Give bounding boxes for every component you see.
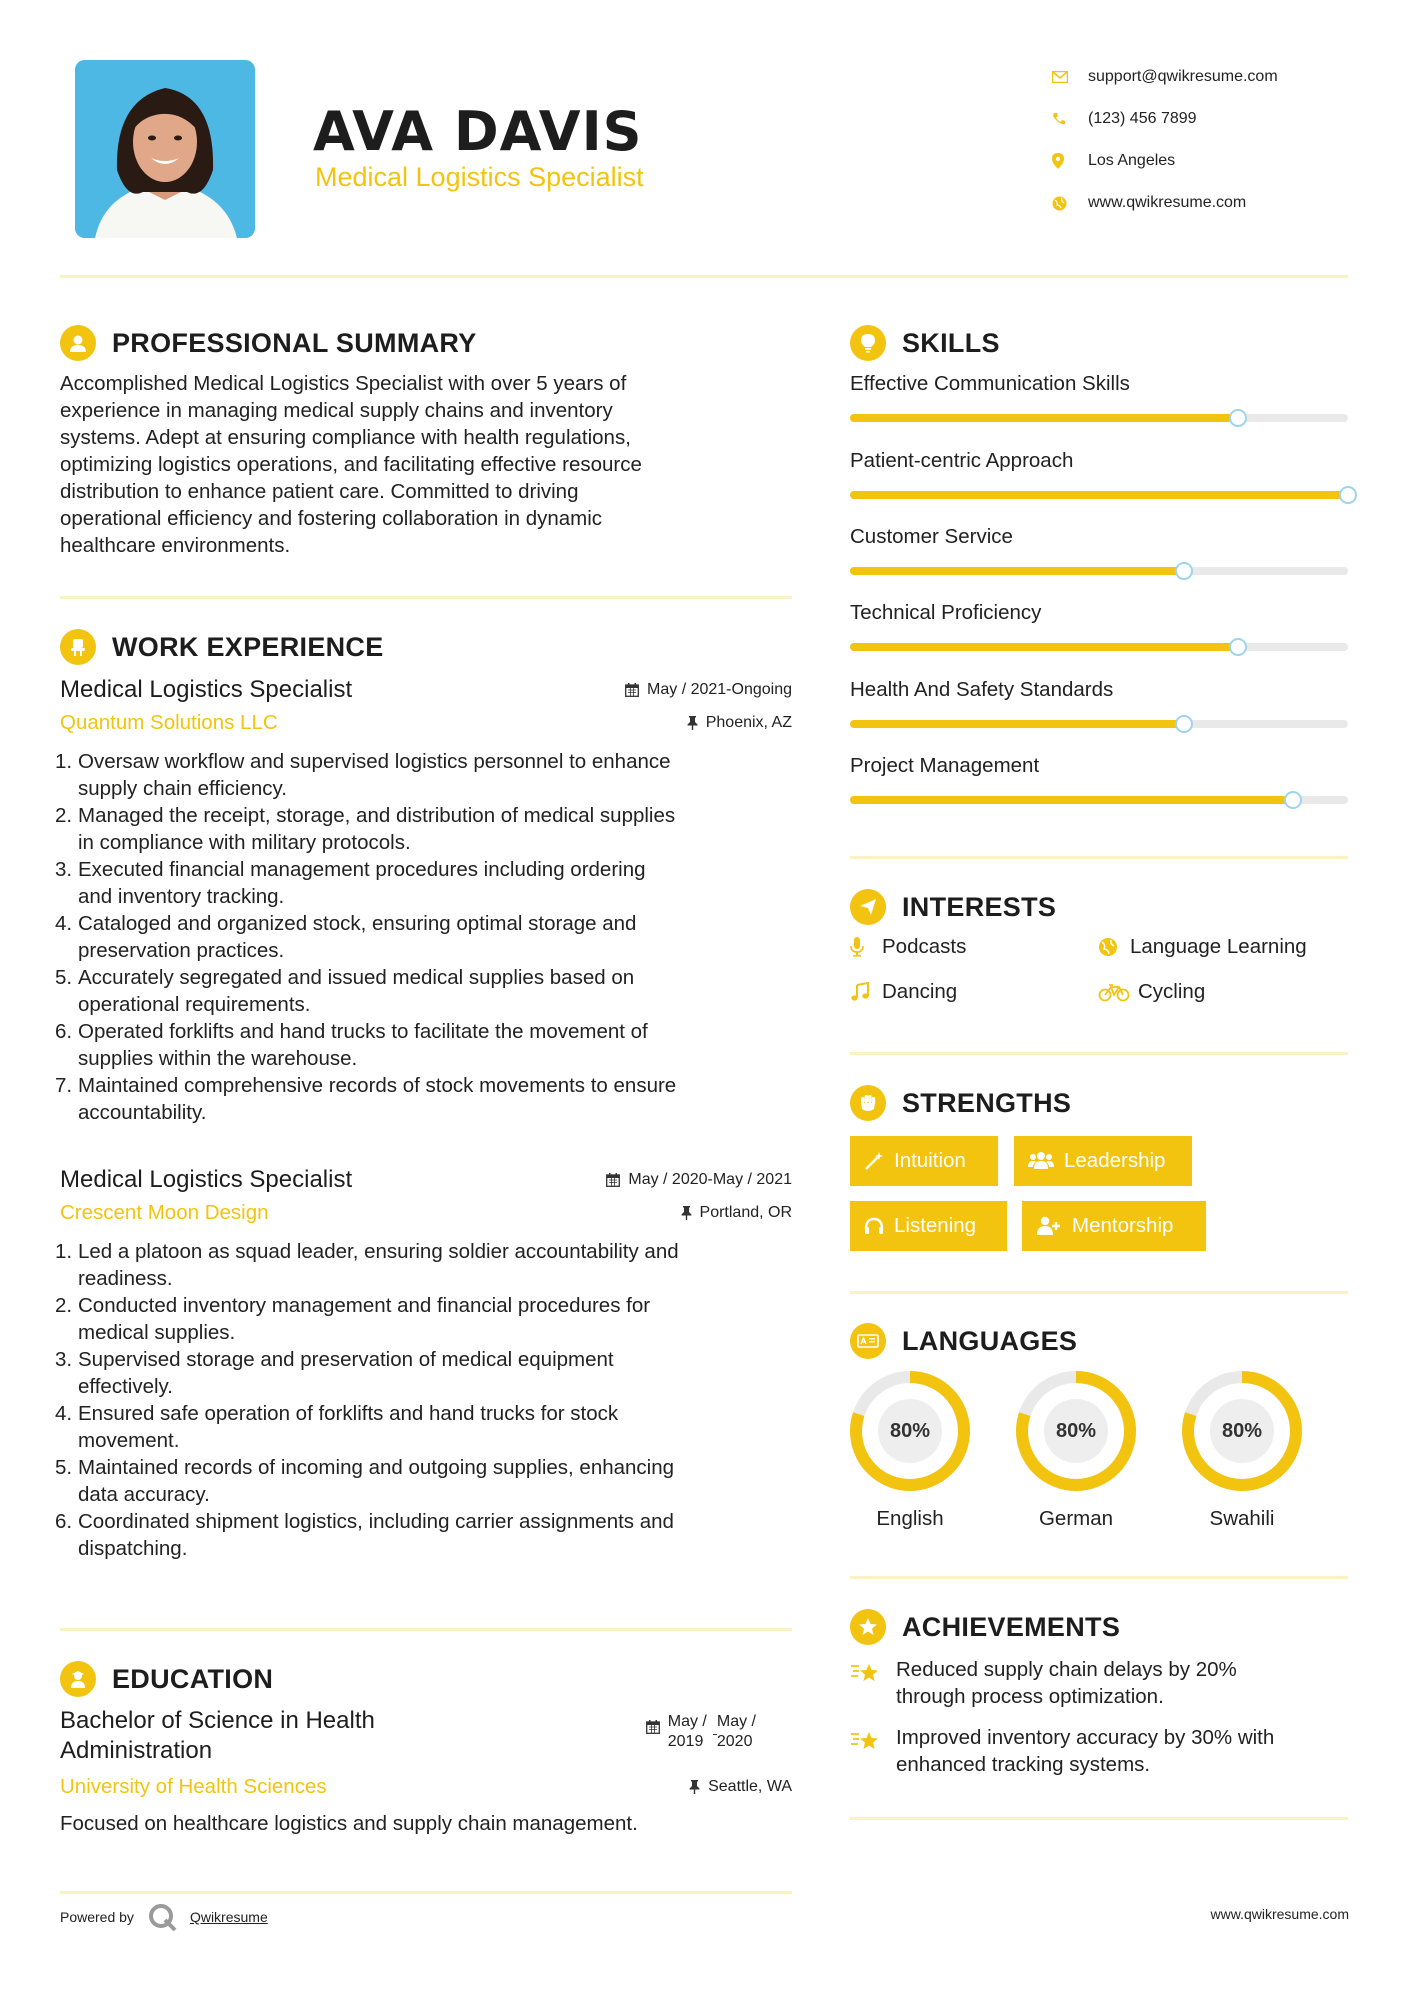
- strengths-header: STRENGTHS: [850, 1085, 1071, 1121]
- language-icon: [850, 1323, 886, 1359]
- header-divider: [60, 275, 1348, 278]
- interest-item: Dancing: [850, 980, 957, 1004]
- work-header: WORK EXPERIENCE: [60, 629, 384, 665]
- skill-slider-handle: [1175, 715, 1193, 733]
- list-item: 4. Ensured safe operation of forklifts and hand trucks for stock movement.: [55, 1402, 619, 1452]
- interest-item: Podcasts: [850, 935, 966, 959]
- list-item: 5. Maintained records of incoming and outgoing supplies, enhancing data accuracy.: [55, 1456, 675, 1506]
- skill-bar: [850, 796, 1348, 804]
- list-item: 2. Managed the receipt, storage, and distribution of medical supplies in compliance with military protocols.: [55, 804, 676, 854]
- fist-icon: [850, 1085, 886, 1121]
- strength-tag: Listening: [850, 1201, 1007, 1251]
- job-title: Medical Logistics Specialist: [60, 1166, 353, 1193]
- skill-item: Health And Safety Standards: [850, 678, 1350, 728]
- language-name: English: [876, 1507, 944, 1530]
- interest-item: Cycling: [1098, 980, 1205, 1004]
- skill-slider-handle: [1284, 791, 1302, 809]
- job-date: May / 2020-May / 2021: [606, 1171, 792, 1189]
- microphone-icon: [850, 937, 878, 957]
- summary-header: PROFESSIONAL SUMMARY: [60, 325, 477, 361]
- work-divider: [60, 1628, 792, 1631]
- calendar-icon: [606, 1173, 620, 1187]
- candidate-name: AVA DAVIS: [313, 100, 643, 163]
- language-item: [1180, 1369, 1304, 1531]
- pushpin-icon: [681, 1206, 692, 1220]
- user-icon: [60, 325, 96, 361]
- company-name: Quantum Solutions LLC: [60, 711, 278, 734]
- language-percent: 80%: [1221, 1419, 1263, 1442]
- contact-website[interactable]: www.qwikresume.com: [1050, 182, 1370, 224]
- achievement-item: [850, 1724, 1350, 1778]
- achievements-header: ACHIEVEMENTS: [850, 1609, 1120, 1645]
- user-plus-icon: [1036, 1216, 1062, 1236]
- pushpin-icon: [689, 1780, 700, 1794]
- chair-icon: [60, 629, 96, 665]
- summary-text: Accomplished Medical Logistics Specialist with over 5 years of experience in managing medical supply chains and inventory systems. Adept at ensuring compliance with health regulations, optimizing logistics operations, and facilitating effective resource distribution to enhance patient care. Committed to driving operational efficiency and fostering collaboration in dynamic healthcare environments.: [60, 372, 642, 557]
- qwikresume-link[interactable]: Qwikresume: [189, 1909, 268, 1925]
- users-icon: [1028, 1151, 1054, 1171]
- job-bullets: [55, 1238, 792, 1562]
- education-divider: [60, 1891, 792, 1894]
- headphones-icon: [864, 1217, 884, 1235]
- list-item: 7. Maintained comprehensive records of stock movements to ensure accountability.: [55, 1074, 677, 1124]
- lightbulb-icon: [850, 325, 886, 361]
- skill-bar: [850, 414, 1348, 422]
- skill-slider-handle: [1229, 409, 1247, 427]
- list-item: 6. Coordinated shipment logistics, including carrier assignments and dispatching.: [55, 1510, 674, 1560]
- candidate-role: Medical Logistics Specialist: [315, 162, 644, 192]
- achievements-divider: [850, 1817, 1348, 1820]
- calendar-icon: [625, 683, 639, 697]
- contact-location: Los Angeles: [1050, 140, 1370, 182]
- education-description: Focused on healthcare logistics and supply chain management.: [60, 1812, 638, 1835]
- language-percent: 80%: [889, 1419, 931, 1442]
- list-item: 1. Led a platoon as squad leader, ensuring soldier accountability and readiness.: [55, 1240, 679, 1290]
- skill-item: Patient-centric Approach: [850, 449, 1350, 499]
- bicycle-icon: [1098, 982, 1134, 1002]
- education-entry: [60, 1706, 792, 1837]
- phone-icon: [1050, 112, 1088, 126]
- summary-divider: [60, 596, 792, 599]
- interests-divider: [850, 1052, 1348, 1055]
- graduate-icon: [60, 1661, 96, 1697]
- star-icon: [850, 1609, 886, 1645]
- degree: Bachelor of Science in Health Administration: [60, 1707, 375, 1764]
- languages-header: LANGUAGES: [850, 1323, 1077, 1359]
- list-item: 6. Operated forklifts and hand trucks to facilitate the movement of supplies within the warehouse.: [55, 1020, 648, 1070]
- language-name: German: [1038, 1507, 1114, 1530]
- globe-icon: [1098, 937, 1126, 957]
- skill-item: Customer Service: [850, 525, 1350, 575]
- skill-item: Effective Communication Skills: [850, 372, 1350, 422]
- interests-header: INTERESTS: [850, 889, 1056, 925]
- job-location: Portland, OR: [681, 1204, 792, 1222]
- achievement-item: [850, 1656, 1350, 1710]
- list-item: 2. Conducted inventory management and financial procedures for medical supplies.: [55, 1294, 651, 1344]
- skill-item: Technical Proficiency: [850, 601, 1350, 651]
- footer-website[interactable]: www.qwikresume.com: [1210, 1906, 1349, 1922]
- list-item: 3. Supervised storage and preservation of medical equipment effectively.: [55, 1348, 614, 1398]
- job-date: May / 2021-Ongoing: [625, 681, 792, 699]
- shooting-star-icon: [850, 1656, 896, 1710]
- skill-bar: [850, 491, 1348, 499]
- strengths-divider: [850, 1291, 1348, 1294]
- job-location: Phoenix, AZ: [687, 714, 792, 732]
- strength-tag: Leadership: [1014, 1136, 1192, 1186]
- footer-powered-by: Powered by Qwikresume: [60, 1903, 268, 1931]
- language-name: Swahili: [1209, 1507, 1275, 1530]
- skill-item: Project Management: [850, 754, 1350, 804]
- pushpin-icon: [687, 716, 698, 730]
- contact-email[interactable]: support@qwikresume.com: [1050, 56, 1370, 98]
- paper-plane-icon: [850, 889, 886, 925]
- list-item: 4. Cataloged and organized stock, ensuring optimal storage and preservation practices.: [55, 912, 637, 962]
- strength-tag: Mentorship: [1022, 1201, 1206, 1251]
- calendar-icon: [646, 1720, 660, 1734]
- strength-tag: Intuition: [850, 1136, 998, 1186]
- map-pin-icon: [1050, 153, 1088, 169]
- job-bullets: [55, 748, 792, 1126]
- list-item: 3. Executed financial management procedures including ordering and inventory tracking.: [55, 858, 646, 908]
- achievement-text: Improved inventory accuracy by 30% with enhanced tracking systems.: [896, 1726, 1275, 1776]
- interest-item: Language Learning: [1098, 935, 1307, 959]
- skill-bar: [850, 567, 1348, 575]
- language-percent: 80%: [1055, 1419, 1097, 1442]
- contact-phone[interactable]: (123) 456 7899: [1050, 98, 1370, 140]
- skill-bar: [850, 720, 1348, 728]
- list-item: 5. Accurately segregated and issued medical supplies based on operational requirements.: [55, 966, 635, 1016]
- job-title: Medical Logistics Specialist: [60, 676, 353, 703]
- language-item: [848, 1369, 972, 1531]
- profile-photo: [75, 60, 255, 238]
- education-header: EDUCATION: [60, 1661, 273, 1697]
- contact-block: [1050, 56, 1370, 224]
- education-date: May / 2019 May / 2020: [646, 1712, 756, 1766]
- skills-divider: [850, 856, 1348, 859]
- envelope-icon: [1050, 71, 1088, 83]
- job-entry: [55, 674, 792, 1126]
- list-item: 1. Oversaw workflow and supervised logistics personnel to enhance supply chain efficiency.: [55, 750, 671, 800]
- skill-slider-handle: [1339, 486, 1357, 504]
- shooting-star-icon: [850, 1724, 896, 1778]
- music-icon: [850, 982, 878, 1002]
- company-name: Crescent Moon Design: [60, 1201, 269, 1224]
- education-location: Seattle, WA: [689, 1778, 792, 1796]
- qwikresume-logo-icon: [148, 1903, 178, 1931]
- skill-slider-handle: [1175, 562, 1193, 580]
- achievement-text: Reduced supply chain delays by 20% through process optimization.: [896, 1658, 1237, 1708]
- language-item: [1014, 1369, 1138, 1531]
- skills-header: SKILLS: [850, 325, 1000, 361]
- skill-slider-handle: [1229, 638, 1247, 656]
- globe-icon: [1050, 196, 1088, 211]
- job-entry: [55, 1164, 792, 1562]
- languages-divider: [850, 1576, 1348, 1579]
- skill-bar: [850, 643, 1348, 651]
- magic-wand-icon: [864, 1151, 884, 1171]
- school-name: University of Health Sciences: [60, 1775, 327, 1798]
